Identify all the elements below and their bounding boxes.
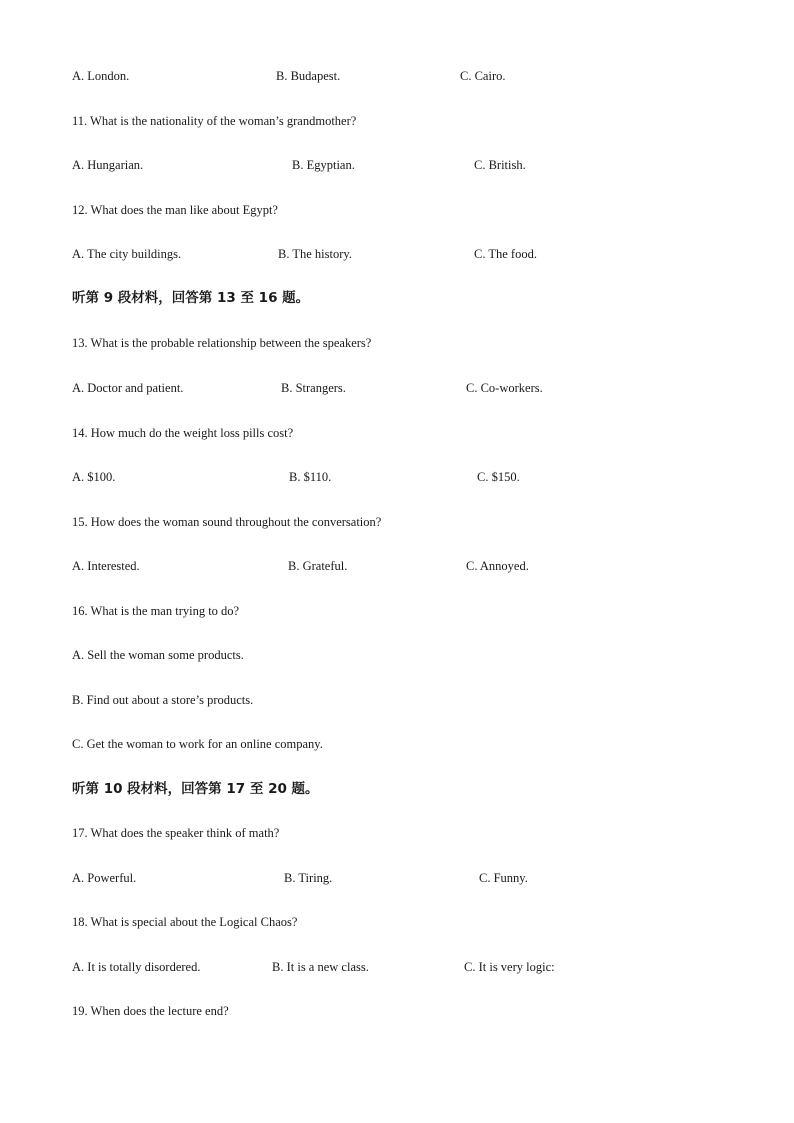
q15-option-c: C. Annoyed. <box>466 559 529 573</box>
q12-question: 12. What does the man like about Egypt? <box>72 203 278 217</box>
q10-option-b: B. Budapest. <box>276 69 341 83</box>
q10-option-a: A. London. <box>72 69 130 83</box>
q16-option-a: A. Sell the woman some products. <box>72 648 244 662</box>
q11-option-c: C. British. <box>474 158 526 172</box>
q14-option-b: B. $110. <box>289 470 332 484</box>
q15-question: 15. How does the woman sound throughout the conversation? <box>72 515 382 529</box>
q15-option-b: B. Grateful. <box>288 559 348 573</box>
q11-option-b: B. Egyptian. <box>292 158 355 172</box>
q14-option-c: C. $150. <box>477 470 520 484</box>
q17-option-c: C. Funny. <box>479 871 528 885</box>
q18-option-a: A. It is totally disordered. <box>72 960 201 974</box>
q18-option-b: B. It is a new class. <box>272 960 369 974</box>
q14-option-a: A. $100. <box>72 470 116 484</box>
q11-option-a: A. Hungarian. <box>72 158 144 172</box>
q16-option-b: B. Find out about a store’s products. <box>72 693 254 707</box>
q18-question: 18. What is special about the Logical Chaos? <box>72 915 298 929</box>
q13-option-b: B. Strangers. <box>281 381 346 395</box>
q13-option-a: A. Doctor and patient. <box>72 381 184 395</box>
q13-option-c: C. Co-workers. <box>466 381 543 395</box>
q17-option-a: A. Powerful. <box>72 871 137 885</box>
section-heading-9: 听第 9 段材料，回答第 13 至 16 题。 <box>72 290 310 306</box>
q17-option-b: B. Tiring. <box>284 871 333 885</box>
q19-question: 19. When does the lecture end? <box>72 1004 229 1018</box>
q17-question: 17. What does the speaker think of math? <box>72 826 280 840</box>
q18-option-c: C. It is very logic: <box>464 960 555 974</box>
q16-question: 16. What is the man trying to do? <box>72 604 240 618</box>
q11-question: 11. What is the nationality of the woman’s grandmother? <box>72 114 357 128</box>
q12-option-b: B. The history. <box>278 247 352 261</box>
q14-question: 14. How much do the weight loss pills cost? <box>72 426 294 440</box>
q10-option-c: C. Cairo. <box>460 69 506 83</box>
q12-option-a: A. The city buildings. <box>72 247 182 261</box>
q12-option-c: C. The food. <box>474 247 537 261</box>
q15-option-a: A. Interested. <box>72 559 140 573</box>
q16-option-c: C. Get the woman to work for an online company. <box>72 737 323 751</box>
section-heading-10: 听第 10 段材料，回答第 17 至 20 题。 <box>72 781 319 797</box>
q13-question: 13. What is the probable relationship between the speakers? <box>72 336 372 350</box>
